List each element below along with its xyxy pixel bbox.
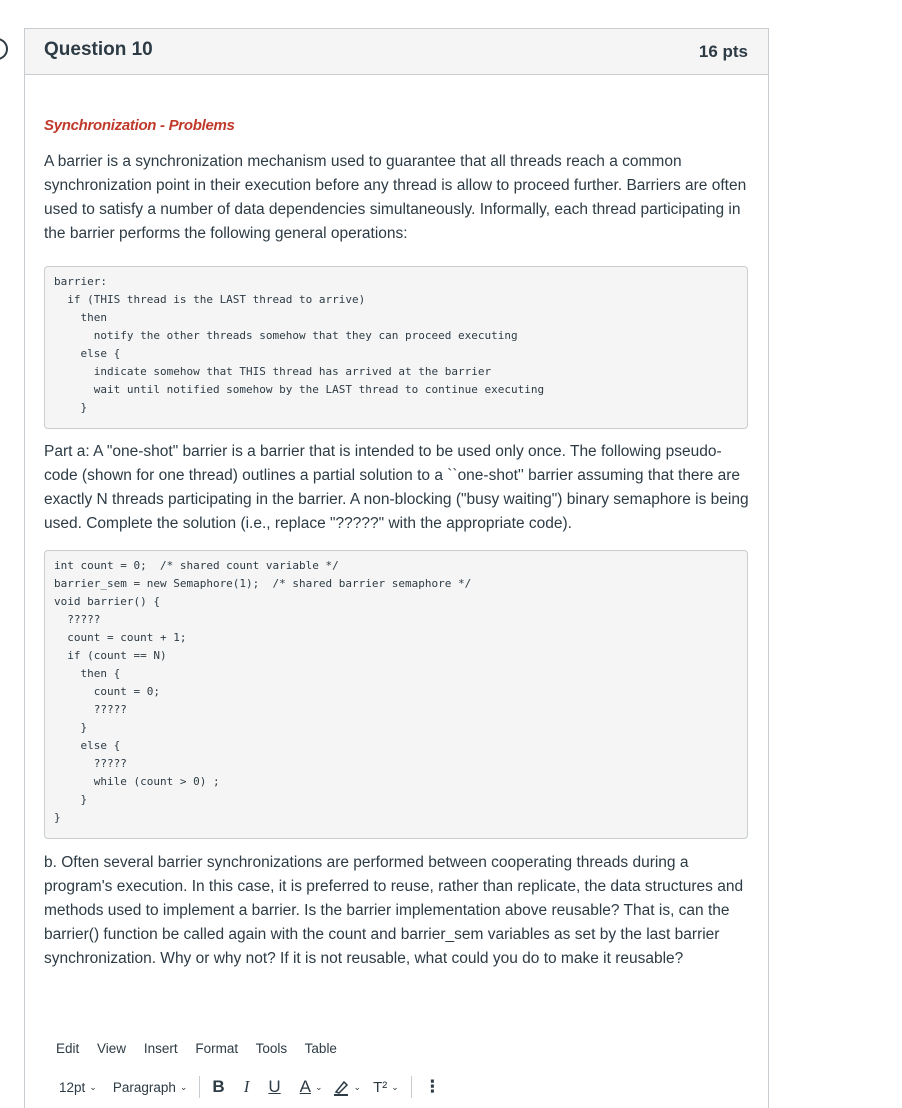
font-size-select[interactable] (59, 1080, 97, 1095)
question-title: Question 10 (44, 39, 153, 60)
code-block-barrier: barrier: if (THIS thread is the LAST thread to arrive) then notify the other threads somehow that they can proceed executing else { indicate somehow that THIS thread has arrived at the barrier wait until notified somehow by the LAST thread to continue executing } (44, 266, 748, 429)
chevron-down-icon: ⌄ (89, 1081, 97, 1092)
menu-format[interactable]: Format (195, 1041, 239, 1056)
menu-edit[interactable]: Edit (56, 1041, 80, 1056)
question-body (44, 117, 749, 971)
highlight-color-button[interactable] (333, 1079, 362, 1096)
toolbar-divider (411, 1076, 412, 1098)
intro-paragraph: A barrier is a synchronization mechanism used to guarantee that all threads reach a common synchronization point in their execution before any thread is allow to proceed further. Barriers are often used to satisfy a number of data dependencies simultaneously. Informally, each thread participating in the barrier performs the following general operations: (44, 153, 747, 242)
editor-toolbar (59, 1075, 441, 1099)
superscript-icon: T² (373, 1078, 388, 1096)
menu-view[interactable]: View (97, 1041, 127, 1056)
code-block-solution: int count = 0; /* shared count variable */ barrier_sem = new Semaphore(1); /* shared barrier semaphore */ void barrier() { ????? count = count + 1; if (count == N) then { count = 0; ????? } else { ????? while (count > 0) ; } } (44, 550, 748, 839)
editor-menubar (56, 1041, 351, 1056)
question-points: 16 pts (698, 42, 748, 61)
text-color-icon: A (299, 1077, 311, 1096)
flag-icon[interactable] (0, 38, 8, 60)
font-size-value: 12pt (59, 1079, 86, 1095)
underline-button[interactable]: U (268, 1077, 281, 1096)
more-options-icon[interactable]: ⋮ (423, 1077, 441, 1096)
bold-button[interactable]: B (212, 1077, 225, 1096)
menu-table[interactable]: Table (304, 1041, 337, 1056)
menu-tools[interactable]: Tools (255, 1041, 288, 1056)
text-color-button[interactable] (300, 1077, 323, 1097)
section-title: Synchronization - Problems (44, 117, 235, 134)
toolbar-divider (199, 1076, 200, 1098)
menu-insert[interactable]: Insert (143, 1041, 178, 1056)
italic-button[interactable]: I (243, 1077, 250, 1096)
block-format-value: Paragraph (112, 1079, 176, 1095)
part-a-paragraph: Part a: A "one-shot" barrier is a barrier that is intended to be used only once. The following pseudo-code (shown for one thread) outlines a partial solution to a ``one-shot'' barrier assuming that there are exactly N threads participating in the barrier. A non-blocking ("busy waiting") binary semaphore is being used. Complete the solution (i.e., replace "?????" with the appropriate code). (44, 443, 749, 532)
chevron-down-icon: ⌄ (315, 1081, 323, 1092)
chevron-down-icon: ⌄ (179, 1081, 188, 1092)
highlighter-icon (333, 1079, 350, 1096)
block-format-select[interactable] (113, 1080, 188, 1095)
question-header (25, 29, 768, 75)
superscript-button[interactable] (373, 1079, 399, 1096)
chevron-down-icon: ⌄ (391, 1081, 399, 1092)
part-b-paragraph: b. Often several barrier synchronizations are performed between cooperating threads during a program's execution. In this case, it is preferred to reuse, rather than replicate, the data structures and methods used to implement a barrier. Is the barrier implementation above reusable? That is, can the barrier() function be called again with the count and barrier_sem variables as set by the last barrier synchronization. Why or why not? If it is not reusable, what could you do to make it reusable? (44, 854, 744, 967)
chevron-down-icon: ⌄ (353, 1081, 362, 1092)
question-panel (24, 28, 769, 1108)
